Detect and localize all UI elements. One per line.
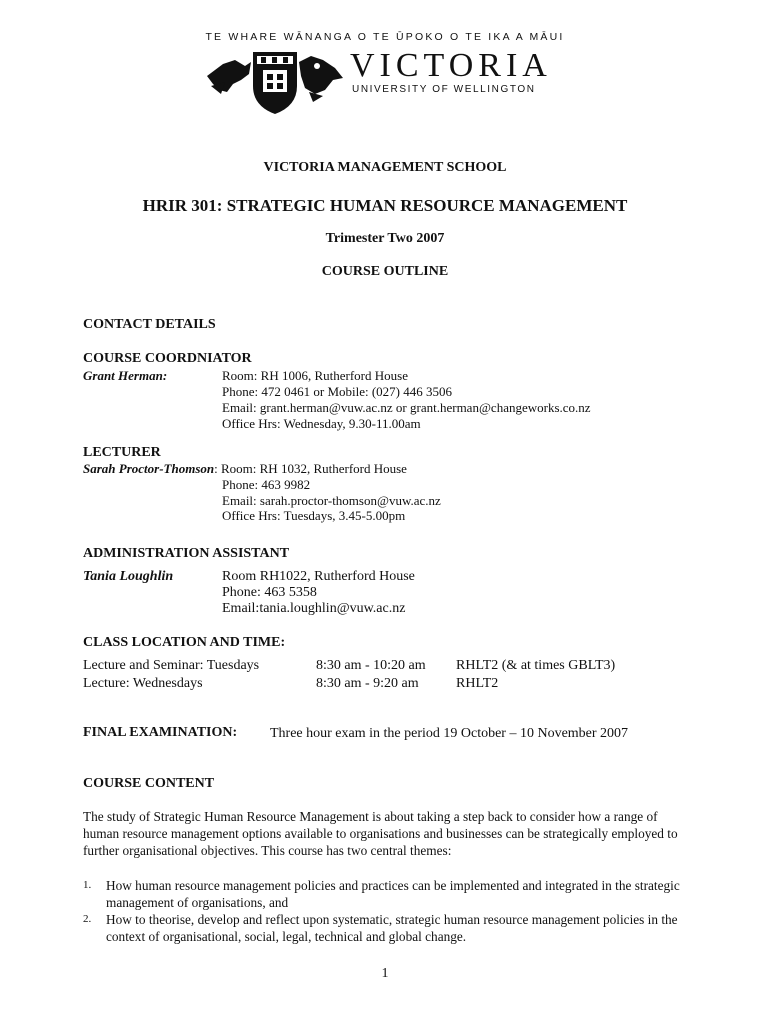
coordinator-name: Grant Herman: xyxy=(83,368,168,383)
exam-heading: FINAL EXAMINATION: xyxy=(83,725,238,740)
coordinator-heading: COURSE COORDNIATOR xyxy=(83,351,252,366)
lecturer-email: Email: sarah.proctor-thomson@vuw.ac.nz xyxy=(222,493,441,508)
coordinator-email: Email: grant.herman@vuw.ac.nz or grant.herman@changeworks.co.nz xyxy=(222,400,591,415)
admin-room: Room RH1022, Rutherford House xyxy=(222,569,415,584)
maori-university-name: TE WHARE WĀNANGA O TE ŪPOKO O TE IKA A MĀUI xyxy=(205,31,565,43)
coordinator-phone: Phone: 472 0461 or Mobile: (027) 446 3506 xyxy=(222,384,453,399)
class-row-2-time: 8:30 am - 9:20 am xyxy=(316,676,419,691)
trimester-title: Trimester Two 2007 xyxy=(325,231,445,246)
exam-text: Three hour exam in the period 19 October – 10 November 2007 xyxy=(270,726,629,741)
class-row-1-label: Lecture and Seminar: Tuesdays xyxy=(83,658,260,673)
university-crest-icon xyxy=(205,46,345,116)
list-item xyxy=(83,911,693,945)
university-logo xyxy=(205,46,575,116)
list-item-number: 1. xyxy=(83,879,92,891)
list-item xyxy=(83,877,693,911)
admin-phone: Phone: 463 5358 xyxy=(222,585,317,600)
list-item-text: How to theorise, develop and reflect upon systematic, strategic human resource management policies in the context of organisational, social, legal, technical and global change. xyxy=(106,912,678,944)
contact-details-heading: CONTACT DETAILS xyxy=(83,317,216,332)
course-content-heading: COURSE CONTENT xyxy=(83,776,215,791)
class-row-2-label: Lecture: Wednesdays xyxy=(83,676,203,691)
lecturer-first-line xyxy=(83,461,407,477)
class-row-1-time: 8:30 am - 10:20 am xyxy=(316,658,426,673)
list-item-text: How human resource management policies and practices can be implemented and integrated in the strategic management of organisations, and xyxy=(106,878,680,910)
coordinator-room: Room: RH 1006, Rutherford House xyxy=(222,368,408,383)
admin-heading: ADMINISTRATION ASSISTANT xyxy=(83,546,290,561)
lecturer-office-hours: Office Hrs: Tuesdays, 3.45-5.00pm xyxy=(222,508,406,523)
course-content-paragraph: The study of Strategic Human Resource Management is about taking a step back to consider how a range of human resource management options available to organisations and businesses can be strategically employed to further organisational objectives. This course has two central themes: xyxy=(83,809,678,858)
admin-email: Email:tania.loughlin@vuw.ac.nz xyxy=(222,601,406,616)
lecturer-heading: LECTURER xyxy=(83,445,161,460)
lecturer-room: : Room: RH 1032, Rutherford House xyxy=(214,461,407,476)
class-row-2-room: RHLT2 xyxy=(456,676,499,691)
course-title: HRIR 301: STRATEGIC HUMAN RESOURCE MANAGEMENT xyxy=(142,196,628,215)
school-title: VICTORIA MANAGEMENT SCHOOL xyxy=(263,160,507,175)
class-location-heading: CLASS LOCATION AND TIME: xyxy=(83,635,286,650)
admin-name: Tania Loughlin xyxy=(83,569,174,584)
lecturer-name: Sarah Proctor-Thomson xyxy=(83,461,215,476)
university-name: VICTORIA xyxy=(350,47,552,84)
list-item-number: 2. xyxy=(83,913,92,925)
page-number: 1 xyxy=(381,966,389,981)
outline-title: COURSE OUTLINE xyxy=(321,264,449,279)
lecturer-phone: Phone: 463 9982 xyxy=(222,477,311,492)
class-row-1-room: RHLT2 (& at times GBLT3) xyxy=(456,658,616,673)
university-subtitle: UNIVERSITY OF WELLINGTON xyxy=(352,84,536,95)
coordinator-office-hours: Office Hrs: Wednesday, 9.30-11.00am xyxy=(222,416,421,431)
